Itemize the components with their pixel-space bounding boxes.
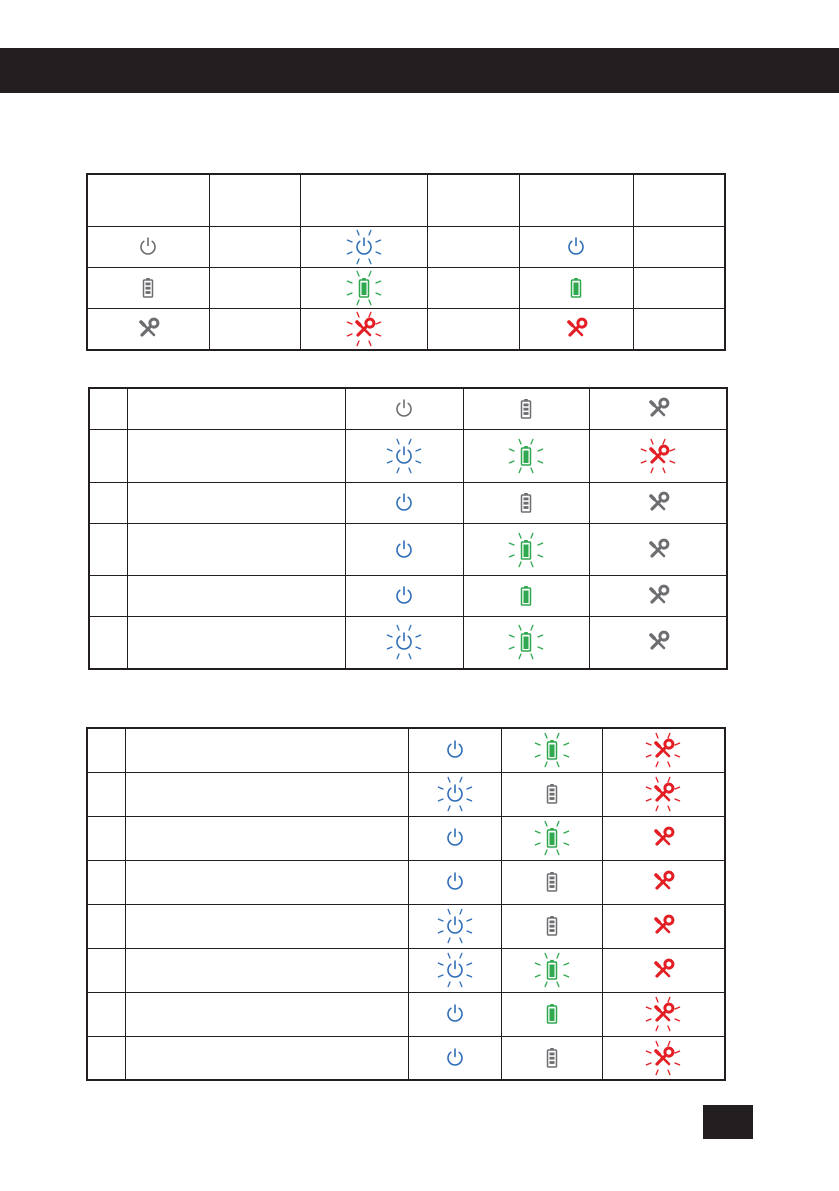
status-row [89,483,727,524]
battery-blinking-icon [532,730,572,770]
status-header-row [89,388,727,430]
fault-row [87,860,725,904]
battery-state-cell [501,860,602,904]
battery-blinking-icon [506,622,546,662]
power-blinking-icon [344,227,384,267]
wrench-state-cell [602,1036,725,1080]
power-state-cell [345,430,463,483]
description-cell [125,816,408,860]
power-lit-icon [435,730,475,770]
power-state-cell [87,226,209,267]
header-bar [0,48,839,93]
status-row [89,430,727,483]
row-number-cell [89,524,127,576]
battery-icon [532,1038,572,1078]
legend-header-cell [87,174,209,226]
wrench-state-cell [589,617,727,669]
row-number-cell [87,992,125,1036]
power-state-cell [408,904,501,948]
legend-header-cell [427,174,519,226]
wrench-state-cell [602,904,725,948]
wrench-state-cell [300,308,427,350]
battery-icon [506,389,546,429]
wrench-blinking-icon [643,730,683,770]
battery-state-cell [87,267,209,308]
power-state-cell [408,948,501,992]
description-cell [127,430,345,483]
wrench-lit-icon [643,950,683,990]
power-state-cell [345,617,463,669]
wrench-state-cell [602,860,725,904]
battery-state-cell [501,1036,602,1080]
power-lit-icon [384,483,424,523]
description-cell [125,1036,408,1080]
legend-header-cell [519,174,633,226]
wrench-state-cell [519,308,633,350]
wrench-icon [638,576,678,616]
row-number-cell [89,388,127,430]
description-cell [127,483,345,524]
power-blinking-icon [435,906,475,946]
wrench-state-cell [602,992,725,1036]
wrench-lit-icon [556,309,596,349]
wrench-lit-icon [643,906,683,946]
description-cell [127,576,345,617]
wrench-state-cell [589,430,727,483]
power-lit-icon [435,994,475,1034]
legend-header-cell [300,174,427,226]
wrench-icon [638,530,678,570]
battery-icon [128,268,168,308]
power-blinking-icon [435,774,475,814]
wrench-state-cell [602,816,725,860]
power-state-cell [408,1036,501,1080]
battery-state-cell [300,267,427,308]
legend-on-label-cell [633,308,725,350]
battery-lit-icon [532,994,572,1034]
legend-blink-label-cell [427,308,519,350]
legend-on-label-cell [633,267,725,308]
wrench-blinking-icon [643,774,683,814]
row-number-cell [89,430,127,483]
battery-icon [532,862,572,902]
wrench-lit-icon [643,862,683,902]
battery-blinking-icon [532,818,572,858]
power-icon [128,227,168,267]
power-lit-icon [435,862,475,902]
battery-state-cell [501,816,602,860]
power-lit-icon [435,1038,475,1078]
power-blinking-icon [435,950,475,990]
status-indicator-table [88,387,728,670]
power-lit-icon [384,576,424,616]
battery-state-cell [463,617,589,669]
status-row [89,524,727,576]
legend-header-cell [633,174,725,226]
description-cell [125,772,408,816]
legend-blink-label-cell [427,226,519,267]
battery-state-cell [501,992,602,1036]
fault-row [87,816,725,860]
wrench-state-cell [589,524,727,576]
battery-state-cell [463,524,589,576]
page-number-box [703,1105,753,1139]
legend-row [87,226,725,267]
power-blinking-icon [384,622,424,662]
battery-state-cell [463,430,589,483]
power-state-cell [408,728,501,772]
row-number-cell [87,948,125,992]
wrench-icon [638,389,678,429]
battery-lit-icon [506,576,546,616]
wrench-icon [128,309,168,349]
power-lit-icon [384,530,424,570]
row-number-cell [87,772,125,816]
power-lit-icon [435,818,475,858]
battery-icon [506,483,546,523]
battery-state-cell [501,728,602,772]
power-blinking-icon [384,436,424,476]
fault-row [87,1036,725,1080]
description-cell [125,992,408,1036]
power-state-cell [408,860,501,904]
power-state-cell [345,483,463,524]
battery-state-cell [463,483,589,524]
row-number-cell [87,904,125,948]
wrench-state-cell [589,483,727,524]
legend-header-cell [209,174,300,226]
power-state-cell [408,816,501,860]
legend-on-label-cell [633,226,725,267]
wrench-lit-icon [643,818,683,858]
legend-row [87,267,725,308]
status-row [89,576,727,617]
description-cell [125,860,408,904]
wrench-state-cell [602,948,725,992]
battery-state-cell [501,948,602,992]
wrench-state-cell [87,308,209,350]
battery-icon [532,774,572,814]
wrench-state-cell [589,576,727,617]
fault-indicator-table [86,727,726,1081]
legend-header-row [87,174,725,226]
wrench-blinking-icon [344,309,384,349]
description-cell [127,524,345,576]
wrench-state-cell [602,772,725,816]
wrench-blinking-icon [643,994,683,1034]
power-state-cell [519,226,633,267]
wrench-icon [638,483,678,523]
row-number-cell [87,1036,125,1080]
power-state-cell [300,226,427,267]
description-cell [125,948,408,992]
battery-state-cell [501,772,602,816]
wrench-icon [638,622,678,662]
battery-state-cell [463,576,589,617]
power-icon [384,389,424,429]
battery-blinking-icon [506,530,546,570]
battery-state-cell [519,267,633,308]
legend-off-label-cell [209,308,300,350]
battery-blinking-icon [344,268,384,308]
battery-blinking-icon [532,950,572,990]
description-cell [125,728,408,772]
power-state-cell [408,772,501,816]
wrench-blinking-icon [638,436,678,476]
fault-row [87,992,725,1036]
fault-row [87,904,725,948]
row-number-cell [89,617,127,669]
power-state-cell [345,576,463,617]
row-number-cell [87,860,125,904]
row-number-cell [87,816,125,860]
fault-row [87,728,725,772]
battery-state-cell [501,904,602,948]
power-lit-icon [556,227,596,267]
indicator-legend-table [86,173,726,351]
legend-row [87,308,725,350]
row-number-cell [87,728,125,772]
row-number-cell [89,576,127,617]
power-state-cell [408,992,501,1036]
legend-off-label-cell [209,226,300,267]
status-row [89,617,727,669]
legend-blink-label-cell [427,267,519,308]
battery-lit-icon [556,268,596,308]
legend-off-label-cell [209,267,300,308]
power-state-cell [345,524,463,576]
row-number-cell [89,483,127,524]
description-cell [127,388,345,430]
battery-icon [532,906,572,946]
fault-row [87,948,725,992]
battery-blinking-icon [506,436,546,476]
description-cell [125,904,408,948]
wrench-blinking-icon [643,1038,683,1078]
fault-row [87,772,725,816]
wrench-state-cell [602,728,725,772]
description-cell [127,617,345,669]
